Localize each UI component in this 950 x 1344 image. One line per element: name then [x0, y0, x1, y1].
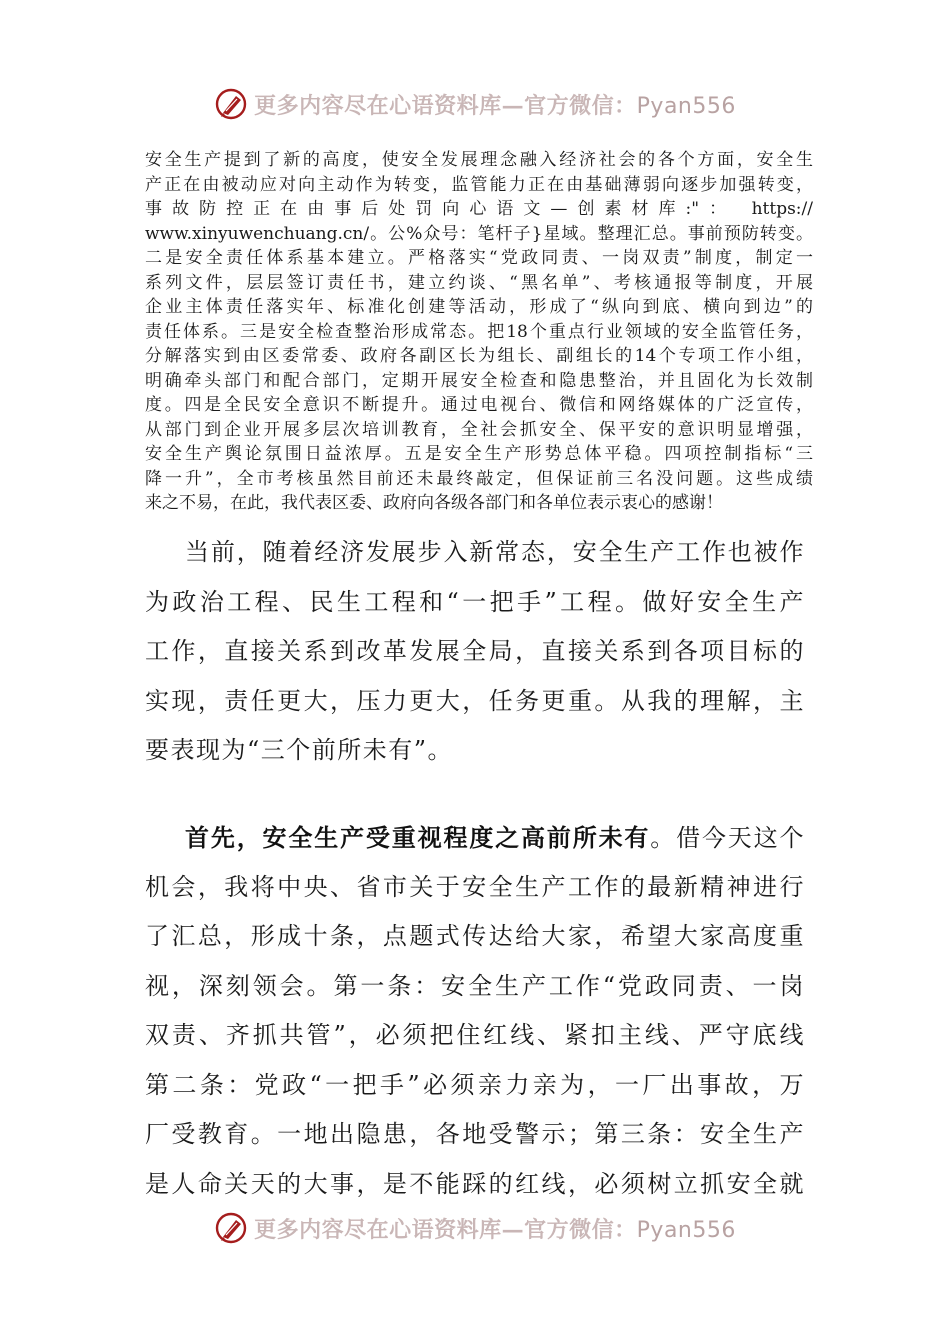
text-line: 实现，责任更大，压力更大，任务更重。从我的理解，主 [145, 686, 805, 715]
text-line: www.xinyuwenchuang.cn/。公%众号：笔杆子}星域。整理汇总。事前预防转变。 [145, 223, 813, 244]
current-situation-paragraph [145, 528, 805, 776]
header-banner [0, 84, 950, 124]
text-line: 二是安全责任体系基本建立。严格落实“党政同责、一岗双责”制度，制定一 [145, 248, 813, 268]
text-line: 事故防控正在由事后处罚向心语文—创素材库:"： https:// [145, 199, 813, 219]
text-line: 机会，我将中央、省市关于安全生产工作的最新精神进行 [145, 872, 805, 901]
text-line: 双责、齐抓共管”，必须把住红线、紧扣主线、严守底线 [145, 1021, 805, 1049]
text-line: 产正在由被动应对向主动作为转变，监管能力正在由基础薄弱向逐步加强转变， [145, 174, 813, 195]
pen-nib-logo-icon [214, 87, 248, 121]
text-line: 降一升”，全市考核虽然目前还未最终敲定，但保证前三名没问题。这些成绩 [145, 468, 813, 489]
text-line: 第二条：党政“一把手”必须亲力亲为，一厂出事故，万 [145, 1070, 805, 1099]
text-line: 当前，随着经济发展步入新常态，安全生产工作也被作 [185, 538, 805, 566]
header-banner-title: 更多内容尽在心语资料库—官方微信： [254, 92, 637, 119]
text-line: 要表现为“三个前所未有”。 [145, 736, 454, 764]
footer-banner-text [254, 1213, 736, 1244]
text-line: 来之不易，在此，我代表区委、政府向各级各部门和各单位表示衷心的感谢！ [145, 493, 723, 513]
intro-paragraph [145, 148, 813, 516]
text-line: 视，深刻领会。第一条：安全生产工作“党政同责、一岗 [145, 971, 805, 1000]
text-line: 了汇总，形成十条，点题式传达给大家，希望大家高度重 [145, 922, 805, 950]
text-line: 为政治工程、民生工程和“一把手”工程。做好安全生产 [145, 587, 805, 616]
text-line: 是人命关天的大事，是不能踩的红线，必须树立抓安全就 [145, 1169, 805, 1198]
text-line: 安全生产提到了新的高度，使安全发展理念融入经济社会的各个方面，安全生 [145, 150, 813, 170]
text-line: 度。四是全民安全意识不断提升。通过电视台、微信和网络媒体的广泛宣传， [145, 395, 813, 415]
text-line: 明确牵头部门和配合部门，定期开展安全检查和隐患整治，并且固化为长效制 [145, 370, 813, 391]
footer-banner-contact: Pyan556 [636, 1217, 736, 1243]
text-line: 系列文件，层层签订责任书，建立约谈、“黑名单”、考核通报等制度，开展 [145, 272, 813, 293]
text-line: 分解落实到由区委常委、政府各副区长为组长、副组长的14个专项工作小组， [145, 346, 813, 366]
text-line: 责任体系。三是安全检查整治形成常态。把18个重点行业领域的安全监管任务， [145, 321, 813, 342]
text-line: 厂受教育。一地出隐患，各地受警示；第三条：安全生产 [145, 1120, 805, 1148]
header-banner-contact: Pyan556 [636, 93, 736, 119]
text-line [145, 813, 805, 863]
pen-nib-logo-icon [214, 1211, 248, 1245]
footer-banner [0, 1208, 950, 1248]
header-banner-text [254, 89, 736, 120]
first-point-paragraph [145, 813, 805, 1209]
text-line: 安全生产舆论氛围日益浓厚。五是安全生产形势总体平稳。四项控制指标“三 [145, 444, 813, 464]
first-line-rest: 。借今天这个 [650, 824, 805, 852]
text-line: 工作，直接关系到改革发展全局，直接关系到各项目标的 [145, 637, 805, 665]
footer-banner-title: 更多内容尽在心语资料库—官方微信： [254, 1216, 637, 1243]
text-line: 企业主体责任落实年、标准化创建等活动，形成了“纵向到底、横向到边”的 [145, 297, 813, 317]
text-line: 从部门到企业开展多层次培训教育，全社会抓安全、保平安的意识明显增强， [145, 419, 813, 440]
bold-lead-heading: 首先，安全生产受重视程度之高前所未有 [185, 823, 651, 852]
